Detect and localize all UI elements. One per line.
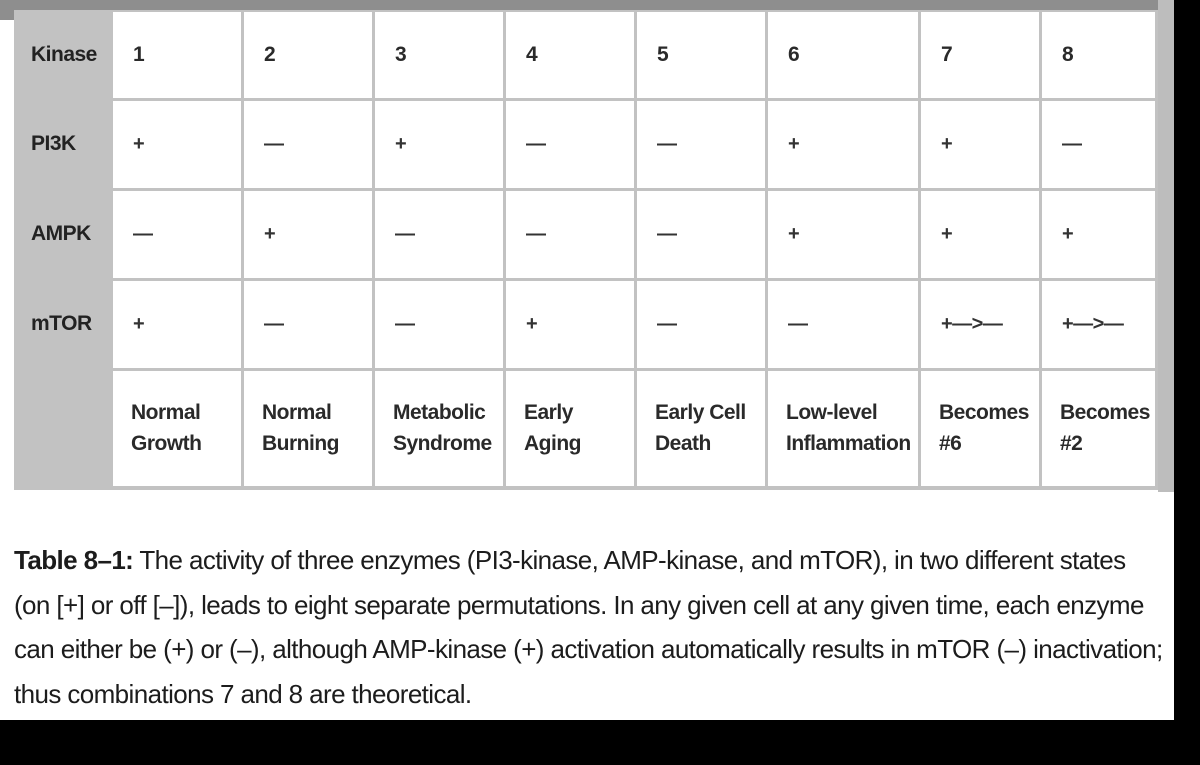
row-label: PI3K [31,132,76,156]
outcome-cell [244,371,372,486]
outcome-cell [506,371,634,486]
table-cell: — [1042,101,1155,188]
table-cell: +—>— [1042,281,1155,368]
table-cell: — [637,281,765,368]
table-cell: — [113,191,241,278]
table-outcome-row [13,371,1155,486]
outcome-line: #2 [1060,432,1083,456]
column-header: 6 [768,12,918,98]
outcome-line: #6 [939,432,962,456]
table-cell: + [113,281,241,368]
outcome-line: Normal [262,401,332,425]
outcome-cell [375,371,503,486]
table-caption [14,538,1164,716]
column-header: 1 [113,12,241,98]
table-cell: — [506,101,634,188]
outcome-line: Low-level [786,401,878,425]
table-cell: + [506,281,634,368]
table-cell: — [244,281,372,368]
column-header: 4 [506,12,634,98]
column-header: 2 [244,12,372,98]
table-cell: + [244,191,372,278]
table-cell: — [768,281,918,368]
table-row-mtor [13,281,1155,368]
outcome-row-label [13,371,110,486]
table-cell: + [768,101,918,188]
caption-label: Table 8–1: [14,545,134,575]
table-cell: +—>— [921,281,1039,368]
outcome-cell [637,371,765,486]
kinase-table [10,9,1158,489]
table-header-row [13,12,1155,98]
outcome-line: Inflammation [786,432,911,456]
table-cell: + [768,191,918,278]
outcome-line: Metabolic [393,401,486,425]
outcome-cell [113,371,241,486]
outcome-cell [768,371,918,486]
outcome-line: Growth [131,432,202,456]
table-cell: + [921,101,1039,188]
outcome-line: Death [655,432,711,456]
table-cell: + [1042,191,1155,278]
column-header: 5 [637,12,765,98]
table-cell: — [506,191,634,278]
table-cell: — [244,101,372,188]
column-header: 7 [921,12,1039,98]
outcome-line: Early [524,401,573,425]
outcome-line: Early Cell [655,401,746,425]
column-header: 3 [375,12,503,98]
table-cell: + [375,101,503,188]
outcome-line: Aging [524,432,581,456]
table-cell: + [921,191,1039,278]
caption-text: The activity of three enzymes (PI3-kinase, AMP-kinase, and mTOR), in two different states (on [+] or off [–]), leads to eight separate permutations. In any given cell at any given time, each enzyme can either be (+) or (–), although AMP-kinase (+) activation automatically results in mTOR (–) inactivation; thus combinations 7 and 8 are theoretical. [14,545,1163,709]
outcome-cell [1042,371,1155,486]
column-header: 8 [1042,12,1155,98]
table-row-pi3k [13,101,1155,188]
row-label: mTOR [31,312,92,336]
header-label-cell: Kinase [31,42,97,66]
outcome-line: Normal [131,401,201,425]
table-cell: + [113,101,241,188]
table-row-ampk [13,191,1155,278]
table-cell: — [375,191,503,278]
outcome-line: Becomes [939,401,1029,425]
table-cell: — [637,101,765,188]
kinase-table-container [14,10,1158,490]
right-edge-strip [1158,0,1174,492]
outcome-line: Becomes [1060,401,1150,425]
outcome-line: Burning [262,432,339,456]
outcome-line: Syndrome [393,432,492,456]
outcome-cell [921,371,1039,486]
table-cell: — [637,191,765,278]
row-label: AMPK [31,222,91,246]
table-cell: — [375,281,503,368]
